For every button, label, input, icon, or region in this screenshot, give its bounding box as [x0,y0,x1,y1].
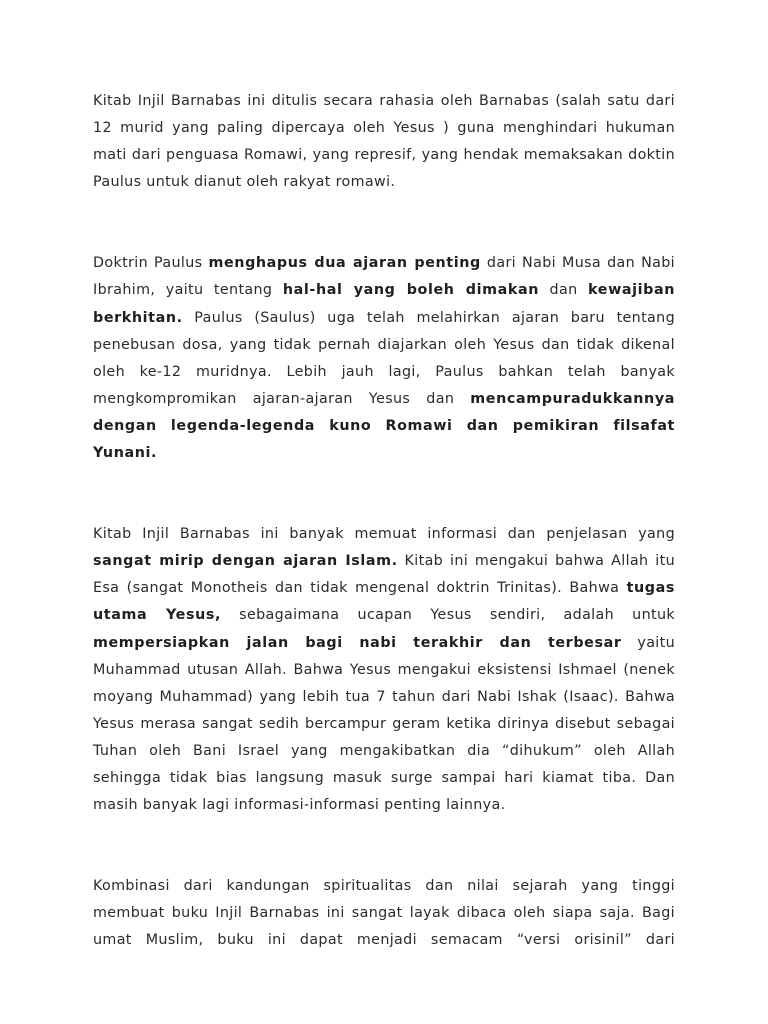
paragraph-3-emphasis: sangat mirip dengan ajaran Islam. [93,553,398,570]
paragraph-3-text: Kitab ini mengakui bahwa Allah itu Esa (sangat Monotheis dan tidak mengenal doktrin Trinitas). Bahwa [93,553,675,597]
paragraph-3-emphasis: tugas utama Yesus, [93,580,675,624]
paragraph-2-text: dari Nabi Musa dan Nabi Ibrahim, yaitu tentang [93,255,675,299]
paragraph-2-text: dan [539,282,589,299]
paragraph-3-text: yaitu Muhammad utusan Allah. Bahwa Yesus mengakui eksistensi Ishmael (nenek moyang Muhammad) yang lebih tua 7 tahun dari Nabi Ishak (Isaac). Bahwa Yesus merasa sangat sedih bercampur geram ketika dirinya disebut sebagai Tuhan oleh Bani Israel yang mengakibatkan dia “dihukum” oleh Allah sehingga tidak bias langsung masuk surge sampai hari kiamat tiba. Dan masih banyak lagi informasi-informasi penting lainnya. [93,634,675,814]
paragraph-2-emphasis: hal-hal yang boleh dimakan [282,282,539,299]
paragraph-3 [93,521,675,819]
paragraph-2-text: Paulus (Saulus) uga telah melahirkan ajaran baru tentang penebusan dosa, yang tidak pernah diajarkan oleh Yesus dan tidak dikenal oleh ke-12 muridnya. Lebih jauh lagi, Paulus bahkan telah banyak mengkompromikan ajaran-ajaran Yesus dan [93,309,675,407]
paragraph-2-emphasis: kewajiban berkhitan. [93,282,675,326]
paragraph-2-emphasis: mencampuradukkannya dengan legenda-legenda kuno Romawi dan pemikiran filsafat Yunani. [93,390,675,462]
paragraph-2-emphasis: menghapus dua ajaran penting [208,255,481,272]
paragraph-3-text: sebagaimana ucapan Yesus sendiri, adalah untuk [221,607,675,624]
paragraph-1-text: Kitab Injil Barnabas ini ditulis secara rahasia oleh Barnabas (salah satu dari 12 murid yang paling dipercaya oleh Yesus ) guna menghindari hukuman mati dari penguasa Romawi, yang represif, yang hendak memaksakan doktin Paulus untuk dianut oleh rakyat romawi. [93,93,675,191]
paragraph-1 [93,88,675,196]
document-body [93,88,675,954]
paragraph-3-text: Kitab Injil Barnabas ini banyak memuat informasi dan penjelasan yang [93,526,675,543]
paragraph-3-emphasis: mempersiapkan jalan bagi nabi terakhir dan terbesar [93,634,622,651]
paragraph-2 [93,250,675,467]
paragraph-4-text: Kombinasi dari kandungan spiritualitas dan nilai sejarah yang tinggi membuat buku Injil Barnabas ini sangat layak dibaca oleh siapa saja. Bagi umat Muslim, buku ini dapat menjadi semacam “versi orisinil” dari [93,878,675,949]
paragraph-4 [93,873,675,954]
paragraph-2-text: Doktrin Paulus [93,255,209,272]
